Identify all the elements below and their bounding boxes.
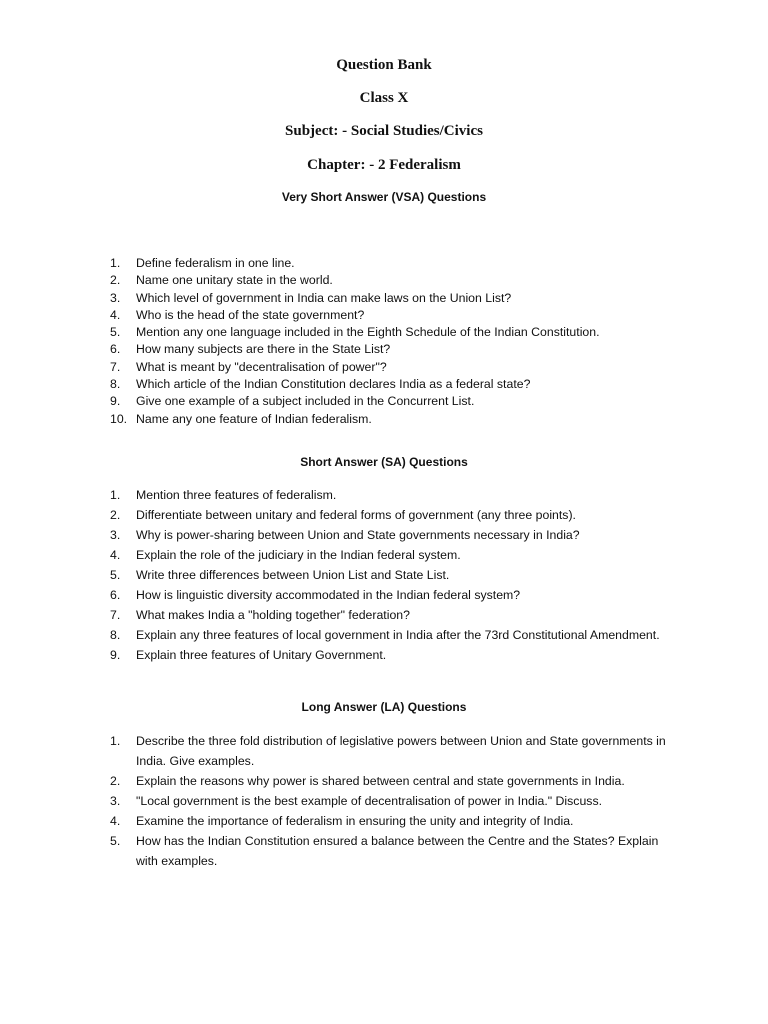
question-text: How is linguistic diversity accommodated in the Indian federal system? bbox=[136, 588, 521, 602]
la-question-list bbox=[0, 731, 676, 871]
question-text: Explain three features of Unitary Government. bbox=[136, 648, 387, 662]
question-number: 4. bbox=[110, 307, 121, 322]
question-number: 8. bbox=[110, 628, 121, 642]
question-number: 5. bbox=[110, 568, 121, 582]
question-item bbox=[0, 605, 676, 625]
question-item bbox=[0, 376, 676, 393]
question-item bbox=[0, 771, 676, 791]
question-text: Which article of the Indian Constitution declares India as a federal state? bbox=[136, 377, 531, 392]
question-item bbox=[0, 324, 676, 341]
question-text: Give one example of a subject included in the Concurrent List. bbox=[136, 394, 475, 409]
question-number: 10. bbox=[110, 411, 128, 426]
question-text: What is meant by "decentralisation of power"? bbox=[136, 359, 387, 374]
class-label: Class X bbox=[359, 90, 409, 106]
question-number: 2. bbox=[110, 273, 121, 288]
question-number: 3. bbox=[110, 290, 121, 305]
vsa-question-list bbox=[0, 255, 676, 428]
question-item bbox=[0, 307, 676, 324]
question-item bbox=[0, 791, 676, 811]
question-number: 1. bbox=[110, 734, 121, 748]
question-text: Which level of government in India can make laws on the Union List? bbox=[136, 290, 512, 305]
question-item bbox=[0, 290, 676, 307]
question-number: 5. bbox=[110, 834, 121, 848]
la-heading: Long Answer (LA) Questions bbox=[301, 700, 467, 714]
question-item bbox=[0, 359, 676, 376]
question-item bbox=[0, 585, 676, 605]
question-text: Examine the importance of federalism in ensuring the unity and integrity of India. bbox=[136, 814, 574, 828]
question-text: Mention three features of federalism. bbox=[136, 488, 337, 502]
question-number: 2. bbox=[110, 508, 121, 522]
question-number: 7. bbox=[110, 359, 121, 374]
question-item bbox=[0, 811, 676, 831]
question-item bbox=[0, 341, 676, 358]
question-text: Describe the three fold distribution of legislative powers between Union and State governments in India. Give examples. bbox=[136, 734, 666, 768]
question-text: Define federalism in one line. bbox=[136, 256, 295, 270]
question-text: Who is the head of the state government? bbox=[136, 307, 365, 322]
question-item bbox=[0, 411, 676, 428]
question-number: 8. bbox=[110, 377, 121, 392]
question-text: How many subjects are there in the State List? bbox=[136, 342, 391, 357]
question-number: 7. bbox=[110, 608, 121, 622]
sa-question-list bbox=[0, 485, 676, 665]
question-text: How has the Indian Constitution ensured a balance between the Centre and the States? Explain with examples. bbox=[136, 834, 659, 868]
question-text: Explain the reasons why power is shared between central and state governments in India. bbox=[136, 774, 625, 788]
question-number: 4. bbox=[110, 814, 121, 828]
question-number: 6. bbox=[110, 588, 121, 602]
question-number: 1. bbox=[110, 256, 121, 270]
question-text: "Local government is the best example of decentralisation of power in India." Discuss. bbox=[136, 794, 603, 808]
question-text: Write three differences between Union List and State List. bbox=[136, 568, 450, 582]
question-item bbox=[0, 645, 676, 665]
question-number: 3. bbox=[110, 528, 121, 542]
question-number: 9. bbox=[110, 394, 121, 409]
question-item bbox=[0, 505, 676, 525]
chapter-label: Chapter: - 2 Federalism bbox=[307, 157, 461, 173]
question-item bbox=[0, 625, 676, 645]
question-text: Name one unitary state in the world. bbox=[136, 273, 333, 288]
document-title: Question Bank bbox=[336, 57, 432, 73]
question-item bbox=[0, 393, 676, 410]
vsa-heading: Very Short Answer (VSA) Questions bbox=[281, 190, 487, 204]
question-number: 5. bbox=[110, 325, 121, 340]
question-text: Explain any three features of local government in India after the 73rd Constitutional Amendment. bbox=[136, 628, 660, 642]
question-item bbox=[0, 731, 676, 771]
question-item bbox=[0, 272, 676, 289]
question-text: Differentiate between unitary and federal forms of government (any three points). bbox=[136, 508, 576, 522]
question-text: What makes India a "holding together" federation? bbox=[136, 608, 410, 622]
question-text: Explain the role of the judiciary in the Indian federal system. bbox=[136, 548, 461, 562]
question-item bbox=[0, 255, 676, 272]
sa-heading: Short Answer (SA) Questions bbox=[300, 455, 468, 469]
question-number: 2. bbox=[110, 774, 121, 788]
question-item bbox=[0, 485, 676, 505]
question-item bbox=[0, 545, 676, 565]
question-item bbox=[0, 565, 676, 585]
question-number: 3. bbox=[110, 794, 121, 808]
question-number: 1. bbox=[110, 488, 121, 502]
question-text: Mention any one language included in the Eighth Schedule of the Indian Constitution. bbox=[136, 325, 600, 340]
question-number: 9. bbox=[110, 648, 121, 662]
question-item bbox=[0, 525, 676, 545]
question-item bbox=[0, 831, 676, 871]
question-text: Why is power-sharing between Union and State governments necessary in India? bbox=[136, 528, 580, 542]
subject-label: Subject: - Social Studies/Civics bbox=[285, 123, 483, 139]
question-number: 6. bbox=[110, 342, 121, 357]
question-number: 4. bbox=[110, 548, 121, 562]
question-text: Name any one feature of Indian federalism. bbox=[136, 411, 372, 426]
